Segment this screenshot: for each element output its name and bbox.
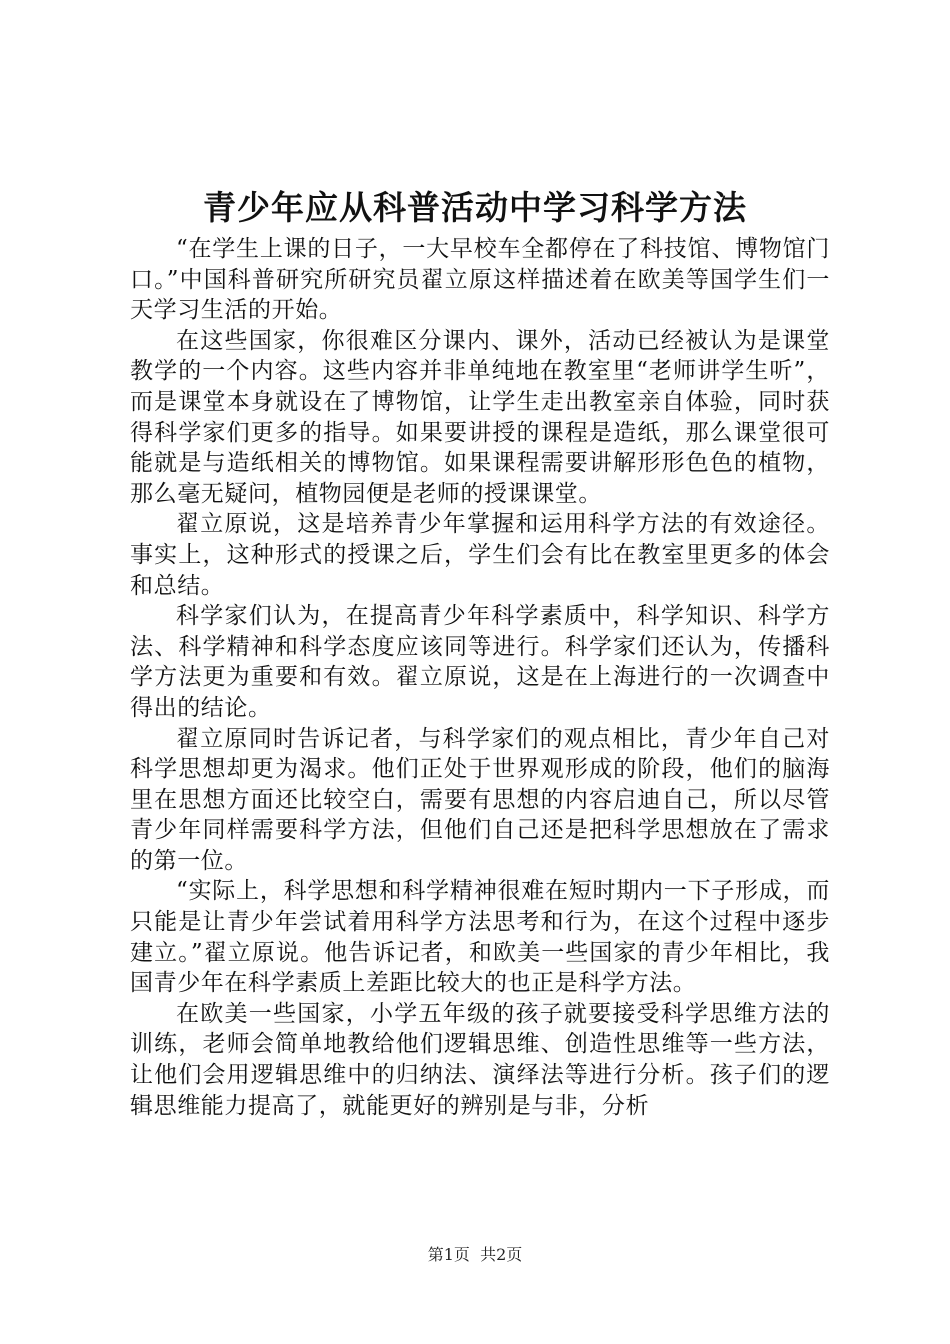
paragraph-1: “在学生上课的日子，一大早校车全都停在了科技馆、博物馆门口。”中国科普研究所研究员翟立原这样描述着在欧美等国学生们一天学习生活的开始。 [130,236,830,324]
document-title: 青少年应从科普活动中学习科学方法 [203,188,747,227]
paragraph-2: 在这些国家，你很难区分课内、课外，活动已经被认为是课堂教学的一个内容。这些内容并非单纯地在教室里“老师讲学生听”，而是课堂本身就设在了博物馆，让学生走出教室亲自体验，同时获得科学家们更多的指导。如果要讲授的课程是造纸，那么课堂很可能就是与造纸相关的博物馆。如果课程需要讲解形形色色的植物，那么毫无疑问，植物园便是老师的授课课堂。 [130,327,830,507]
page-number-label: 第1页 共2页 [427,1245,523,1264]
paragraph-5: 翟立原同时告诉记者，与科学家们的观点相比，青少年自己对科学思想却更为渴求。他们正处于世界观形成的阶段，他们的脑海里在思想方面还比较空白，需要有思想的内容启迪自己，所以尽管青少年同样需要科学方法，但他们自己还是把科学思想放在了需求的第一位。 [130,725,830,874]
paragraph-7: 在欧美一些国家，小学五年级的孩子就要接受科学思维方法的训练，老师会简单地教给他们逻辑思维、创造性思维等一些方法，让他们会用逻辑思维中的归纳法、演绎法等进行分析。孩子们的逻辑思维能力提高了，就能更好的辨别是与非，分析 [130,1000,830,1119]
page-footer [0,1244,950,1266]
paragraph-4: 科学家们认为，在提高青少年科学素质中，科学知识、科学方法、科学精神和科学态度应该同等进行。科学家们还认为，传播科学方法更为重要和有效。翟立原说，这是在上海进行的一次调查中得出的结论。 [130,603,830,721]
paragraph-3: 翟立原说，这是培养青少年掌握和运用科学方法的有效途径。事实上，这种形式的授课之后，学生们会有比在教室里更多的体会和总结。 [130,511,830,599]
paragraph-6: “实际上，科学思想和科学精神很难在短时期内一下子形成，而只能是让青少年尝试着用科学方法思考和行为，在这个过程中逐步建立。”翟立原说。他告诉记者，和欧美一些国家的青少年相比，我国青少年在科学素质上差距比较大的也正是科学方法。 [130,878,830,997]
document-body [130,234,830,1121]
